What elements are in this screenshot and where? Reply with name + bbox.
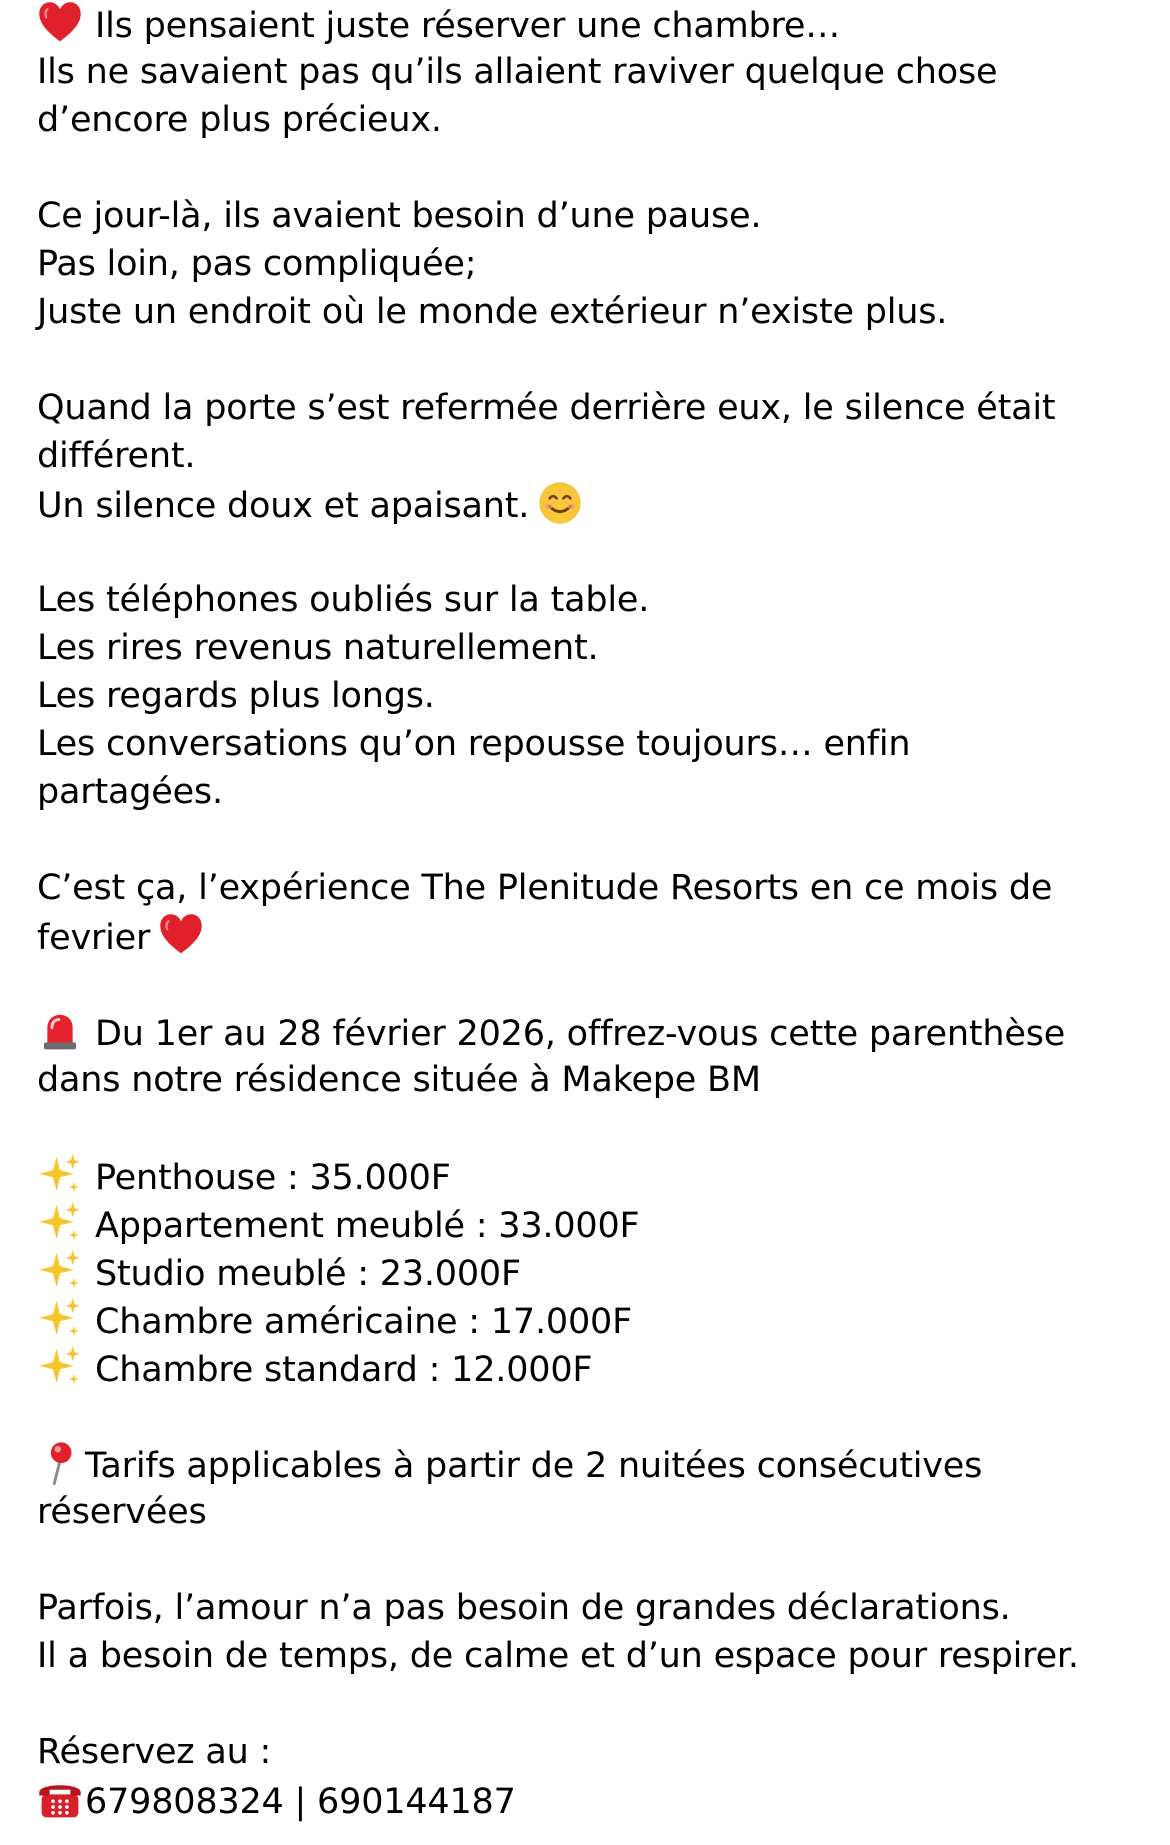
conditions-line-2: réservées bbox=[37, 1492, 207, 1532]
silence-line-3: Un silence doux et apaisant. bbox=[37, 480, 1147, 528]
experience-line-2: fevrier bbox=[37, 912, 1147, 960]
moments-line-3: Les regards plus longs. bbox=[37, 676, 435, 716]
closing-line-1: Parfois, l’amour n’a pas besoin de grandes déclarations. bbox=[37, 1588, 1011, 1628]
moments-line-2: Les rires revenus naturellement. bbox=[37, 628, 599, 668]
sparkles-icon bbox=[37, 1344, 83, 1390]
pause-line-1: Ce jour-là, ils avaient besoin d’une pause. bbox=[37, 196, 762, 236]
moments-line-1: Les téléphones oubliés sur la table. bbox=[37, 580, 650, 620]
intro-line-3: d’encore plus précieux. bbox=[37, 100, 442, 140]
round-pushpin-icon bbox=[37, 1440, 83, 1486]
booking-phones bbox=[37, 1776, 1147, 1824]
rate-item: Studio meublé : 23.000F bbox=[37, 1248, 1147, 1296]
sparkles-icon bbox=[37, 1296, 83, 1342]
offer-line-2: dans notre résidence située à Makepe BM bbox=[37, 1060, 761, 1100]
smiling-face-icon bbox=[537, 480, 583, 526]
offer-line-1: Du 1er au 28 février 2026, offrez-vous cette parenthèse bbox=[37, 1008, 1147, 1056]
experience-line-1: C’est ça, l’expérience The Plenitude Resorts en ce mois de bbox=[37, 868, 1053, 908]
pause-line-2: Pas loin, pas compliquée; bbox=[37, 244, 477, 284]
intro-line-1: Ils pensaient juste réserver une chambre… bbox=[37, 0, 1147, 48]
post-body bbox=[37, 0, 1147, 1824]
red-heart-icon bbox=[37, 0, 83, 46]
moments-line-5: partagées. bbox=[37, 772, 223, 812]
red-heart-icon bbox=[158, 912, 204, 958]
sparkles-icon bbox=[37, 1152, 83, 1198]
rotating-light-icon bbox=[37, 1008, 83, 1054]
telephone-icon bbox=[37, 1776, 83, 1822]
closing-line-2: Il a besoin de temps, de calme et d’un espace pour respirer. bbox=[37, 1636, 1079, 1676]
rate-item: Chambre standard : 12.000F bbox=[37, 1344, 1147, 1392]
silence-line-2: différent. bbox=[37, 436, 196, 476]
rate-item: Penthouse : 35.000F bbox=[37, 1152, 1147, 1200]
conditions-line-1: Tarifs applicables à partir de 2 nuitées consécutives bbox=[37, 1440, 1147, 1488]
sparkles-icon bbox=[37, 1248, 83, 1294]
rate-item: Appartement meublé : 33.000F bbox=[37, 1200, 1147, 1248]
booking-label: Réservez au : bbox=[37, 1732, 272, 1772]
intro-line-2: Ils ne savaient pas qu’ils allaient raviver quelque chose bbox=[37, 52, 998, 92]
rate-item: Chambre américaine : 17.000F bbox=[37, 1296, 1147, 1344]
silence-line-1: Quand la porte s’est refermée derrière eux, le silence était bbox=[37, 388, 1056, 428]
phone-numbers[interactable]: 679808324 | 690144187 bbox=[85, 1782, 516, 1822]
pause-line-3: Juste un endroit où le monde extérieur n’existe plus. bbox=[37, 292, 948, 332]
sparkles-icon bbox=[37, 1200, 83, 1246]
moments-line-4: Les conversations qu’on repousse toujours… enfin bbox=[37, 724, 911, 764]
